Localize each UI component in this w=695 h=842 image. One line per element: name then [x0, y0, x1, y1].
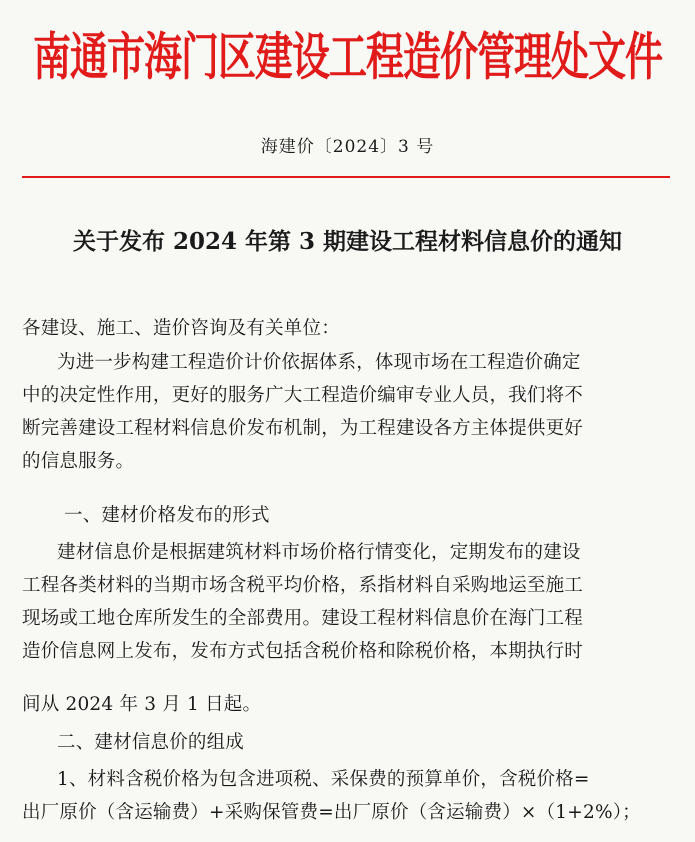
intro-line: 断完善建设工程材料信息价发布机制，为工程建设各方主体提供更好 [22, 418, 584, 439]
salutation: 各建设、施工、造价咨询及有关单位： [22, 318, 340, 339]
section-heading-2: 二、建材信息价的组成 [57, 732, 245, 753]
section1-line: 间从 2024 年 3 月 1 日起。 [22, 694, 262, 715]
intro-line: 的信息服务。 [22, 451, 135, 472]
intro-line: 中的决定性作用，更好的服务广大工程造价编审专业人员，我们将不 [22, 385, 584, 406]
notice-title: 关于发布 2024 年第 3 期建设工程材料信息价的通知 [72, 228, 623, 255]
section1-line: 现场或工地仓库所发生的全部费用。建设工程材料信息价在海门工程 [22, 608, 584, 629]
section1-line: 建材信息价是根据建筑材料市场价格行情变化，定期发布的建设 [57, 542, 581, 563]
issuing-organization-title: 南通市海门区建设工程造价管理处文件 [32, 26, 662, 87]
red-divider-line [22, 176, 670, 178]
document-number: 海建价〔2024〕3 号 [260, 137, 435, 157]
section1-line: 造价信息网上发布，发布方式包括含税价格和除税价格，本期执行时 [22, 641, 584, 662]
section1-line: 工程各类材料的当期市场含税平均价格，系指材料自采购地运至施工 [22, 575, 584, 596]
section2-line: 出厂原价（含运输费）+采购保管费=出厂原价（含运输费）×（1+2%）； [22, 802, 641, 823]
section-heading-1: 一、建材价格发布的形式 [64, 505, 270, 526]
intro-line: 为进一步构建工程造价计价依据体系，体现市场在工程造价确定 [57, 352, 581, 373]
section2-line: 1、材料含税价格为包含进项税、采保费的预算单价，含税价格= [57, 769, 590, 790]
